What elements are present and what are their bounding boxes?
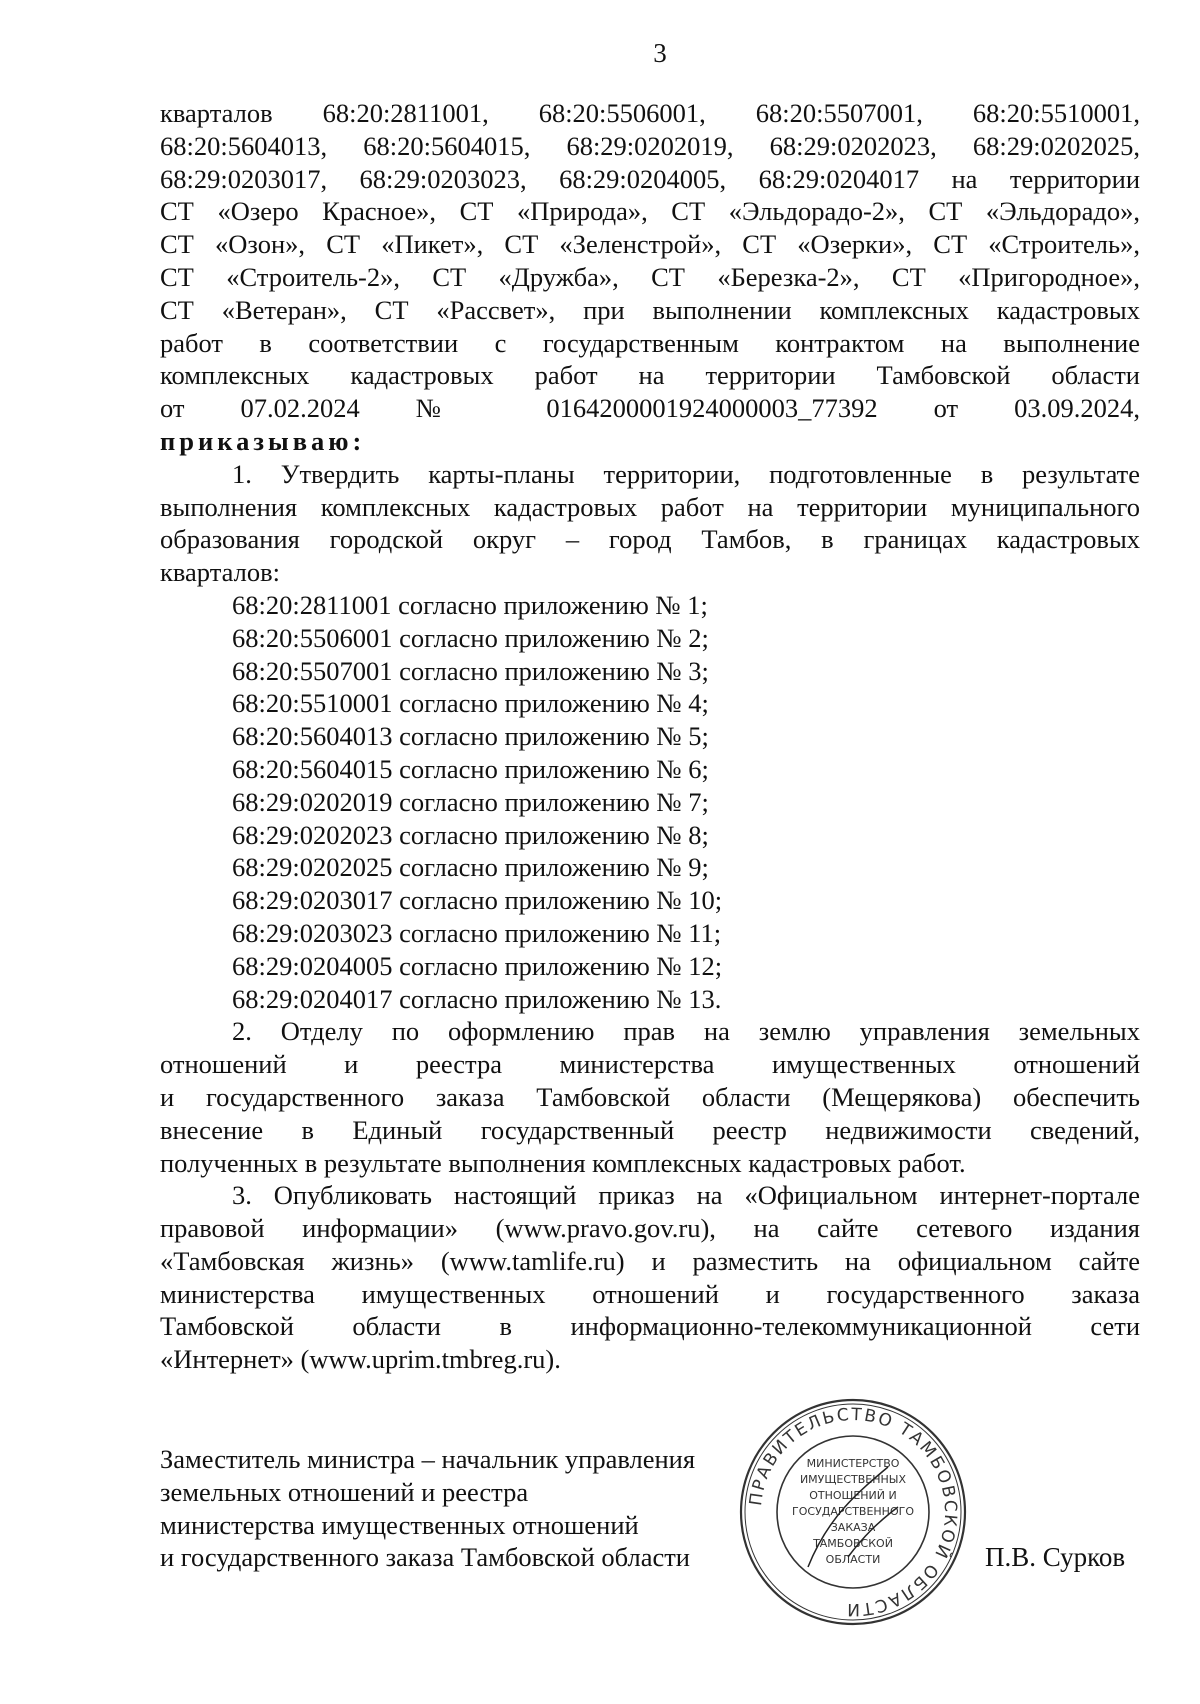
intro-line: СТ «Озон», СТ «Пикет», СТ «Зеленстрой», СТ «Озерки», СТ «Строитель», xyxy=(160,229,1140,260)
order-word: приказываю: xyxy=(160,425,366,456)
list-item: 68:29:0203023 согласно приложению № 11; xyxy=(232,917,722,948)
list-item: 68:20:5604015 согласно приложению № 6; xyxy=(232,753,709,784)
seal-inner-line: ОТНОШЕНИЙ И xyxy=(809,1489,897,1502)
item-3-line: «Интернет» (www.uprim.tmbreg.ru). xyxy=(160,1344,561,1375)
item-3-line: 3. Опубликовать настоящий приказ на «Официальном интернет-портале xyxy=(232,1180,1140,1211)
item-2-line: и государственного заказа Тамбовской области (Мещерякова) обеспечить xyxy=(160,1081,1140,1112)
list-item: 68:29:0202023 согласно приложению № 8; xyxy=(232,819,709,850)
intro-line: 68:20:5604013, 68:20:5604015, 68:29:0202019, 68:29:0202023, 68:29:0202025, xyxy=(160,130,1140,161)
cadastral-quarters-list xyxy=(160,589,1140,1015)
item-1-paragraph xyxy=(160,458,1140,589)
seal-inner-line: МИНИСТЕРСТВО xyxy=(806,1457,900,1470)
page-number: 3 xyxy=(653,38,667,68)
item-2-line: 2. Отделу по оформлению прав на землю управления земельных xyxy=(232,1016,1140,1047)
intro-line: 68:29:0203017, 68:29:0203023, 68:29:0204005, 68:29:0204017 на территории xyxy=(160,163,1140,194)
signer-title-line: министерства имущественных отношений xyxy=(160,1509,639,1540)
intro-line: от 07.02.2024 № 0164200001924000003_77392 от 03.09.2024, xyxy=(160,393,1140,424)
intro-paragraph xyxy=(160,97,1140,425)
list-item: 68:20:5604013 согласно приложению № 5; xyxy=(232,721,709,752)
intro-line: СТ «Строитель-2», СТ «Дружба», СТ «Березка-2», СТ «Пригородное», xyxy=(160,261,1140,292)
signer-title-line: земельных отношений и реестра xyxy=(160,1476,529,1507)
document-body xyxy=(160,97,1140,1376)
seal-inner-line: ГОСУДАРСТВЕННОГО xyxy=(792,1505,914,1518)
seal-ring-text: ПРАВИТЕЛЬСТВО ТАМБОВСКОЙ ОБЛАСТИ xyxy=(746,1404,961,1620)
intro-line: СТ «Озеро Красное», СТ «Природа», СТ «Эльдорадо-2», СТ «Эльдорадо», xyxy=(160,196,1140,227)
signer-name: П.В. Сурков xyxy=(985,1542,1126,1572)
item-1-line: кварталов: xyxy=(160,557,280,588)
item-3-line: правовой информации» (www.pravo.gov.ru), на сайте сетевого издания xyxy=(160,1213,1140,1244)
signer-title-line: и государственного заказа Тамбовской области xyxy=(160,1542,690,1573)
intro-line: комплексных кадастровых работ на территории Тамбовской области xyxy=(160,360,1140,391)
item-2-line: полученных в результате выполнения комплексных кадастровых работ. xyxy=(160,1147,966,1178)
seal-inner-line: ТАМБОВСКОЙ xyxy=(813,1537,893,1550)
list-item: 68:29:0204005 согласно приложению № 12; xyxy=(232,950,723,981)
signer-title-line: Заместитель министра – начальник управления xyxy=(160,1444,696,1474)
item-3-line: Тамбовской области в информационно-телекоммуникационной сети xyxy=(160,1311,1140,1342)
seal-inner-line: ОБЛАСТИ xyxy=(825,1553,881,1566)
item-2-line: внесение в Единый государственный реестр недвижимости сведений, xyxy=(160,1114,1140,1145)
list-item: 68:29:0204017 согласно приложению № 13. xyxy=(232,983,722,1014)
intro-line: кварталов 68:20:2811001, 68:20:5506001, 68:20:5507001, 68:20:5510001, xyxy=(160,98,1140,128)
list-item: 68:29:0203017 согласно приложению № 10; xyxy=(232,885,723,916)
list-item: 68:20:5507001 согласно приложению № 3; xyxy=(232,655,709,686)
item-2-paragraph xyxy=(160,1015,1140,1179)
item-1-line: образования городской округ – город Тамбов, в границах кадастровых xyxy=(160,524,1140,555)
list-item: 68:29:0202019 согласно приложению № 7; xyxy=(232,786,709,817)
official-seal xyxy=(738,1397,968,1627)
seal-inner-line: ИМУЩЕСТВЕННЫХ xyxy=(799,1473,907,1486)
list-item: 68:29:0202025 согласно приложению № 9; xyxy=(232,852,709,883)
item-2-line: отношений и реестра министерства имущественных отношений xyxy=(160,1049,1140,1080)
list-item: 68:20:2811001 согласно приложению № 1; xyxy=(232,589,708,620)
list-item: 68:20:5506001 согласно приложению № 2; xyxy=(232,622,709,653)
signature-block xyxy=(160,1443,760,1574)
item-1-line: выполнения комплексных кадастровых работ на территории муниципального xyxy=(160,491,1140,522)
item-3-paragraph xyxy=(160,1179,1140,1376)
item-3-line: «Тамбовская жизнь» (www.tamlife.ru) и разместить на официальном сайте xyxy=(160,1245,1140,1276)
intro-line: работ в соответствии с государственным контрактом на выполнение xyxy=(160,327,1140,358)
intro-line: СТ «Ветеран», СТ «Рассвет», при выполнении комплексных кадастровых xyxy=(160,294,1140,325)
item-1-line: 1. Утвердить карты-планы территории, подготовленные в результате xyxy=(232,458,1140,489)
item-3-line: министерства имущественных отношений и государственного заказа xyxy=(160,1278,1140,1309)
list-item: 68:20:5510001 согласно приложению № 4; xyxy=(232,688,709,719)
seal-inner-line: ЗАКАЗА xyxy=(830,1521,876,1534)
